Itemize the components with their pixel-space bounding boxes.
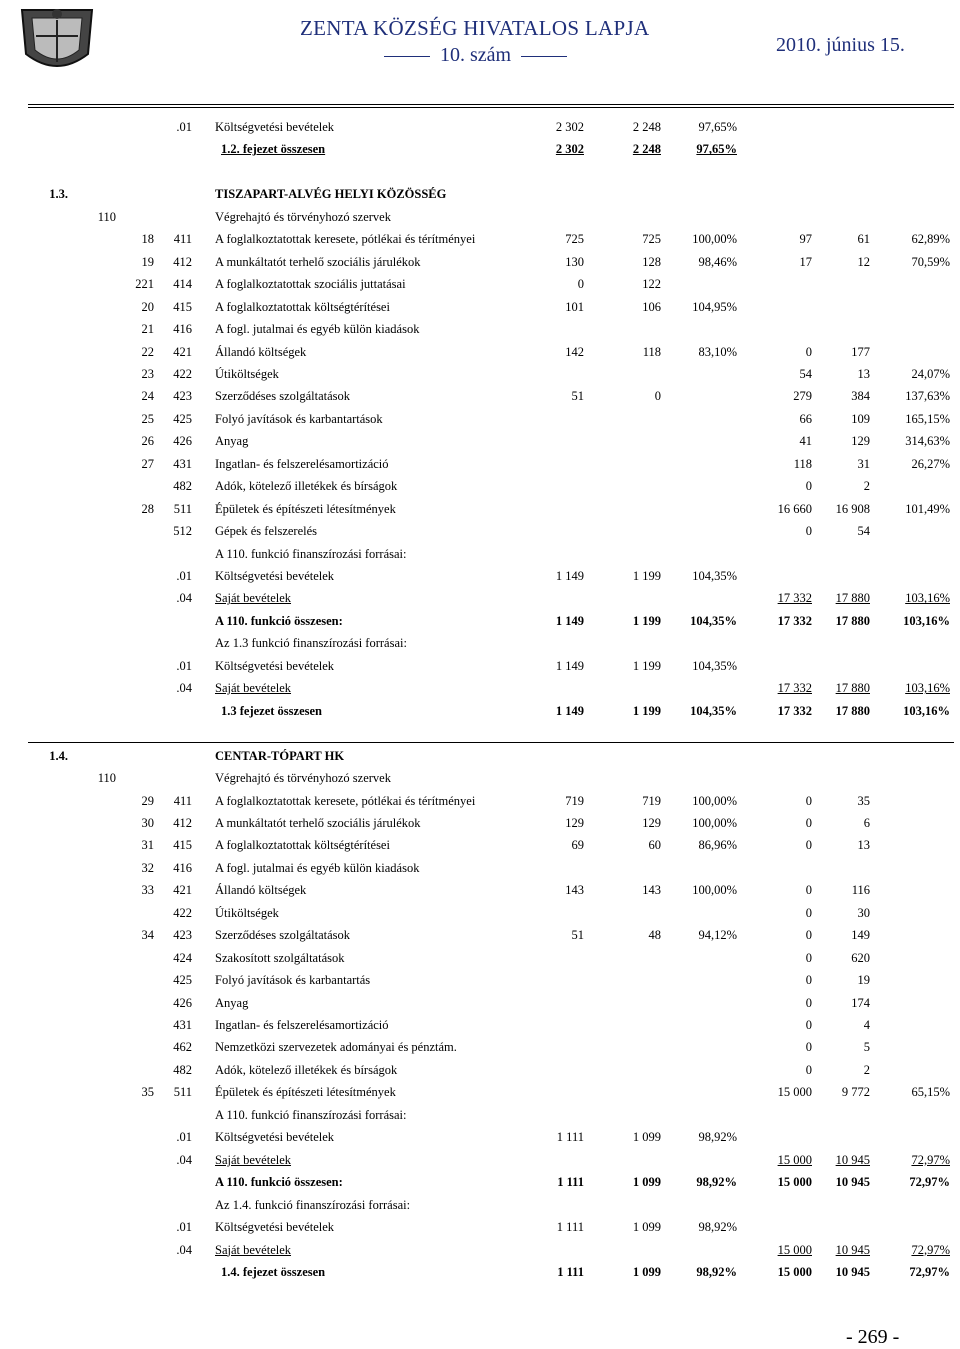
cell-v4: 31 — [857, 456, 870, 471]
cell-desc: Saját bevételek — [215, 591, 292, 606]
cell-v3: 0 — [805, 1040, 812, 1055]
cell-v4: 4 — [863, 1018, 870, 1032]
cell-v4: 2 — [863, 479, 870, 494]
cell-v4: 35 — [857, 793, 870, 808]
cell-v3: 17 332 — [777, 591, 812, 606]
cell-p1: 98,92% — [698, 1130, 737, 1145]
cell-v1: 725 — [565, 232, 584, 247]
cell-desc: TISZAPART-ALVÉG HELYI KÖZÖSSÉG — [215, 187, 447, 202]
cell-c2: .01 — [176, 658, 192, 673]
cell-v2: 122 — [642, 277, 661, 292]
cell-desc: Költségvetési bevételek — [215, 1220, 335, 1235]
cell-c2: 421 — [173, 344, 192, 359]
cell-p1: 98,92% — [696, 1264, 737, 1279]
cell-desc: A foglalkoztatottak szociális juttatásai — [215, 277, 406, 292]
cell-v3: 0 — [805, 479, 812, 494]
cell-v3: 97 — [799, 232, 812, 247]
cell-v4: 9 772 — [841, 1085, 870, 1100]
cell-c2: 416 — [173, 860, 192, 875]
cell-desc: A 110. funkció finanszírozási forrásai: — [215, 1107, 407, 1122]
cell-desc: Útiköltségek — [215, 366, 279, 381]
cell-v2: 143 — [642, 883, 661, 898]
cell-p2: 103,16% — [903, 703, 950, 718]
cell-v4: 6 — [863, 815, 870, 830]
section-divider — [28, 742, 954, 743]
issue-number: 10. szám — [440, 44, 512, 66]
cell-desc: A 110. funkció összesen: — [215, 1175, 343, 1190]
cell-c2: 424 — [173, 950, 192, 965]
cell-v3: 0 — [805, 793, 812, 808]
cell-v3: 0 — [805, 928, 812, 943]
cell-v2: 725 — [642, 232, 661, 247]
cell-v2: 1 099 — [632, 1220, 661, 1235]
cell-p1: 104,35% — [692, 658, 737, 673]
cell-c2: .01 — [176, 120, 192, 134]
cell-v2: 118 — [642, 344, 661, 359]
cell-c2: 482 — [173, 479, 192, 494]
cell-c1: 1.3. — [49, 187, 68, 202]
cell-v3: 0 — [805, 883, 812, 898]
cell-c2: 462 — [173, 1040, 192, 1055]
issue-date: 2010. június 15. — [776, 34, 905, 56]
cell-v1: 129 — [565, 815, 584, 830]
cell-c2: 431 — [173, 1018, 192, 1032]
cell-desc: Az 1.3 funkció finanszírozási forrásai: — [215, 636, 407, 651]
cell-v2: 1 099 — [632, 1130, 661, 1145]
cell-desc: Saját bevételek — [215, 1242, 292, 1257]
cell-v2: 0 — [654, 389, 661, 404]
cell-p1: 97,65% — [696, 142, 737, 157]
cell-p2: 101,49% — [905, 501, 950, 516]
cell-v3: 15 000 — [777, 1175, 812, 1190]
cell-c2: .04 — [176, 681, 192, 696]
cell-v3: 15 000 — [777, 1242, 812, 1257]
cell-desc: Saját bevételek — [215, 1152, 292, 1167]
cell-c1: 30 — [141, 815, 154, 830]
cell-c1: 25 — [141, 411, 154, 426]
cell-p2: 72,97% — [911, 1152, 950, 1167]
cell-v3: 0 — [805, 524, 812, 539]
cell-desc: Ingatlan- és felszerelésamortizáció — [215, 1018, 389, 1032]
cell-v3: 0 — [805, 973, 812, 988]
cell-v1: 1 149 — [555, 569, 584, 583]
cell-v1: 1 149 — [555, 613, 584, 628]
cell-c2: 426 — [173, 995, 192, 1010]
cell-v4: 10 945 — [835, 1175, 870, 1190]
cell-v2: 60 — [648, 838, 661, 853]
cell-p2: 70,59% — [911, 254, 950, 269]
cell-v4: 16 908 — [835, 501, 870, 516]
cell-v3: 0 — [805, 995, 812, 1010]
cell-v2: 128 — [642, 254, 661, 269]
cell-v1: 719 — [565, 793, 584, 808]
cell-c1: 34 — [141, 928, 154, 943]
cell-desc: A fogl. jutalmai és egyéb külön kiadások — [215, 322, 420, 337]
cell-c2: 411 — [173, 232, 192, 247]
cell-v2: 129 — [642, 815, 661, 830]
cell-p1: 100,00% — [692, 793, 737, 808]
cell-v4: 17 880 — [835, 613, 870, 628]
cell-v1: 0 — [577, 277, 584, 292]
cell-desc: Ingatlan- és felszerelésamortizáció — [215, 456, 389, 471]
cell-p2: 62,89% — [911, 232, 950, 247]
cell-c1: 20 — [141, 299, 154, 314]
cell-v2: 48 — [648, 928, 661, 943]
cell-v4: 19 — [857, 973, 870, 988]
cell-c2: 422 — [173, 366, 192, 381]
cell-v1: 1 149 — [555, 658, 584, 673]
cell-c2: 416 — [173, 322, 192, 337]
cell-v4: 109 — [851, 411, 870, 426]
cell-desc: Gépek és felszerelés — [215, 524, 318, 539]
cell-p1: 104,35% — [690, 703, 737, 718]
cell-v3: 15 000 — [777, 1152, 812, 1167]
cell-desc: Útiköltségek — [215, 905, 279, 920]
cell-v1: 142 — [565, 344, 584, 359]
cell-c1: 27 — [141, 456, 154, 471]
cell-desc: Állandó költségek — [215, 883, 307, 898]
cell-p2: 72,97% — [909, 1175, 950, 1190]
cell-p2: 314,63% — [905, 434, 950, 449]
cell-c1: 26 — [141, 434, 154, 449]
cell-c1: 18 — [141, 232, 154, 247]
cell-v1: 101 — [565, 299, 584, 314]
cell-c2: 422 — [173, 905, 192, 920]
cell-v4: 10 945 — [835, 1264, 870, 1279]
cell-v3: 17 332 — [777, 681, 812, 696]
cell-c2: 412 — [173, 815, 192, 830]
cell-desc: Adók, kötelező illetékek és bírságok — [215, 479, 398, 494]
cell-c2: .04 — [176, 591, 192, 606]
cell-c2: 421 — [173, 883, 192, 898]
cell-desc: Anyag — [215, 434, 249, 449]
cell-v1: 1 111 — [556, 1130, 584, 1145]
page-number: - 269 - — [846, 1326, 900, 1348]
cell-v1: 51 — [571, 389, 584, 404]
cell-p1: 104,35% — [692, 569, 737, 583]
cell-v1: 130 — [565, 254, 584, 269]
cell-v4: 2 — [863, 1062, 870, 1077]
cell-v3: 0 — [805, 950, 812, 965]
cell-desc: CENTAR-TÓPART HK — [215, 748, 345, 763]
cell-c2: 425 — [173, 973, 192, 988]
cell-c1: 23 — [141, 366, 154, 381]
cell-desc: Saját bevételek — [215, 681, 292, 696]
cell-desc: A foglalkoztatottak keresete, pótlékai és térítményei — [215, 232, 476, 247]
cell-c2: .04 — [176, 1152, 192, 1167]
cell-v3: 0 — [805, 905, 812, 920]
cell-v4: 10 945 — [835, 1242, 870, 1257]
cell-p2: 137,63% — [905, 389, 950, 404]
cell-v4: 54 — [857, 524, 870, 539]
cell-p1: 100,00% — [692, 883, 737, 898]
cell-c1: 33 — [141, 883, 154, 898]
cell-c1: 19 — [141, 254, 154, 269]
cell-desc: Folyó javítások és karbantartások — [215, 411, 383, 426]
cell-p2: 72,97% — [909, 1264, 950, 1279]
cell-c1: 35 — [141, 1085, 154, 1100]
cell-desc: Nemzetközi szervezetek adományai és pénztám. — [215, 1040, 457, 1055]
cell-c1: 1.4. — [49, 748, 68, 763]
cell-desc: Szerződéses szolgáltatások — [215, 928, 351, 943]
cell-v2: 1 199 — [632, 703, 661, 718]
cell-p1: 98,92% — [698, 1220, 737, 1235]
cell-c2: 415 — [173, 299, 192, 314]
cell-desc: Épületek és építészeti létesítmények — [215, 1085, 396, 1100]
cell-desc: Szakosított szolgáltatások — [215, 950, 345, 965]
cell-v4: 13 — [857, 366, 870, 381]
cell-desc: Költségvetési bevételek — [215, 1130, 335, 1145]
cell-c2: 431 — [173, 456, 192, 471]
header-rule — [28, 107, 954, 108]
cell-c1: 31 — [141, 838, 154, 853]
cell-desc: Állandó költségek — [215, 344, 307, 359]
header-rule — [28, 104, 954, 105]
cell-c2: 423 — [173, 928, 192, 943]
cell-v2: 1 199 — [632, 569, 661, 583]
cell-v4: 30 — [857, 905, 870, 920]
cell-desc: Anyag — [215, 995, 249, 1010]
cell-v3: 16 660 — [777, 501, 812, 516]
cell-v4: 620 — [851, 950, 870, 965]
cell-v1: 1 111 — [556, 1220, 584, 1235]
cell-desc: A munkáltatót terhelő szociális járulékok — [215, 815, 421, 830]
cell-v3: 17 332 — [777, 613, 812, 628]
cell-p1: 83,10% — [698, 344, 737, 359]
cell-c2: .01 — [176, 1130, 192, 1145]
cell-c2: .01 — [176, 1220, 192, 1235]
cell-p2: 103,16% — [905, 681, 950, 696]
cell-v2: 1 099 — [632, 1264, 661, 1279]
cell-desc: 1.3 fejezet összesen — [221, 703, 322, 718]
cell-v4: 116 — [851, 883, 870, 898]
cell-desc: Végrehajtó és törvényhozó szervek — [215, 209, 391, 224]
cell-c2: 511 — [173, 1085, 192, 1100]
cell-c1: 22 — [141, 344, 154, 359]
cell-c2: 414 — [173, 277, 192, 292]
cell-c1: 221 — [135, 277, 154, 292]
cell-c1: 21 — [141, 322, 154, 337]
cell-p2: 65,15% — [911, 1085, 950, 1100]
cell-c1: 32 — [141, 860, 154, 875]
cell-p2: 103,16% — [905, 591, 950, 606]
cell-v4: 177 — [851, 344, 870, 359]
cell-p1: 100,00% — [692, 232, 737, 247]
cell-p1: 98,92% — [696, 1175, 737, 1190]
coat-of-arms-icon — [14, 4, 100, 80]
cell-c2: 482 — [173, 1062, 192, 1077]
cell-v1: 69 — [571, 838, 584, 853]
cell-v1: 51 — [571, 928, 584, 943]
cell-v3: 15 000 — [777, 1264, 812, 1279]
cell-v1: 1 111 — [557, 1175, 584, 1190]
cell-c1: 24 — [141, 389, 154, 404]
cell-v4: 13 — [857, 838, 870, 853]
cell-desc: A munkáltatót terhelő szociális járulékok — [215, 254, 421, 269]
cell-v3: 17 332 — [777, 703, 812, 718]
cell-desc: Végrehajtó és törvényhozó szervek — [215, 771, 391, 786]
cell-v3: 15 000 — [777, 1085, 812, 1100]
cell-v2: 1 099 — [632, 1175, 661, 1190]
cell-p1: 104,35% — [690, 613, 737, 628]
cell-desc: Szerződéses szolgáltatások — [215, 389, 351, 404]
cell-v4: 17 880 — [835, 591, 870, 606]
cell-desc: A fogl. jutalmai és egyéb külön kiadások — [215, 860, 420, 875]
cell-v4: 12 — [857, 254, 870, 269]
cell-desc: Az 1.4. funkció finanszírozási forrásai: — [215, 1197, 411, 1212]
cell-desc: A 110. funkció összesen: — [215, 613, 343, 628]
cell-v4: 129 — [851, 434, 870, 449]
cell-v4: 149 — [851, 928, 870, 943]
cell-v1: 1 149 — [555, 703, 584, 718]
cell-v1: 143 — [565, 883, 584, 898]
cell-p2: 24,07% — [911, 366, 950, 381]
cell-v4: 10 945 — [835, 1152, 870, 1167]
cell-v4: 174 — [851, 995, 870, 1010]
cell-c2: 412 — [173, 254, 192, 269]
cell-p1: 86,96% — [698, 838, 737, 853]
cell-c2: 423 — [173, 389, 192, 404]
cell-desc: A foglalkoztatottak költségtérítései — [215, 299, 390, 314]
cell-p1: 94,12% — [698, 928, 737, 943]
cell-desc: A 110. funkció finanszírozási forrásai: — [215, 546, 407, 561]
cell-p2: 165,15% — [905, 411, 950, 426]
cell-v4: 5 — [863, 1040, 870, 1055]
cell-c2: 415 — [173, 838, 192, 853]
cell-v3: 279 — [793, 389, 812, 404]
cell-c2: .01 — [176, 569, 192, 583]
cell-c2: 425 — [173, 411, 192, 426]
cell-v2: 1 199 — [632, 613, 661, 628]
cell-p2: 26,27% — [911, 456, 950, 471]
cell-desc: Adók, kötelező illetékek és bírságok — [215, 1062, 398, 1077]
cell-c2: 411 — [173, 793, 192, 808]
cell-c1b: 110 — [97, 209, 116, 224]
cell-v4: 17 880 — [835, 681, 870, 696]
cell-p2: 103,16% — [903, 613, 950, 628]
cell-p1: 97,65% — [698, 120, 737, 134]
cell-c2: 511 — [173, 501, 192, 516]
cell-v2: 1 199 — [632, 658, 661, 673]
cell-v3: 118 — [793, 456, 812, 471]
cell-p1: 98,46% — [698, 254, 737, 269]
cell-v2: 719 — [642, 793, 661, 808]
cell-v3: 0 — [805, 815, 812, 830]
cell-v2: 2 248 — [632, 142, 661, 157]
cell-desc: Épületek és építészeti létesítmények — [215, 501, 396, 516]
cell-v3: 0 — [805, 1062, 812, 1077]
cell-desc: Költségvetési bevételek — [215, 569, 335, 583]
cell-desc: Költségvetési bevételek — [215, 120, 335, 134]
cell-v3: 41 — [799, 434, 812, 449]
cell-desc: Költségvetési bevételek — [215, 658, 335, 673]
cell-v4: 17 880 — [835, 703, 870, 718]
cell-c2: 426 — [173, 434, 192, 449]
cell-v4: 384 — [851, 389, 870, 404]
cell-desc: A foglalkoztatottak keresete, pótlékai és térítményei — [215, 793, 476, 808]
cell-desc: 1.2. fejezet összesen — [221, 142, 326, 157]
cell-v2: 2 248 — [632, 120, 661, 134]
cell-v4: 61 — [857, 232, 870, 247]
cell-v1: 2 302 — [555, 142, 584, 157]
cell-v1: 1 111 — [557, 1264, 584, 1279]
cell-v3: 0 — [805, 1018, 812, 1032]
cell-v3: 0 — [805, 344, 812, 359]
cell-v1: 2 302 — [555, 120, 584, 134]
cell-c2: 512 — [173, 524, 192, 539]
cell-v3: 66 — [799, 411, 812, 426]
cell-c1b: 110 — [97, 771, 116, 786]
cell-v3: 54 — [799, 366, 812, 381]
cell-v3: 0 — [805, 838, 812, 853]
page-header — [0, 0, 960, 92]
cell-desc: Folyó javítások és karbantartás — [215, 973, 371, 988]
cell-v3: 17 — [799, 254, 812, 269]
cell-desc: A foglalkoztatottak költségtérítései — [215, 838, 390, 853]
cell-c1: 28 — [141, 501, 154, 516]
cell-c2: .04 — [176, 1242, 192, 1257]
cell-v2: 106 — [642, 299, 661, 314]
cell-p2: 72,97% — [911, 1242, 950, 1257]
cell-desc: 1.4. fejezet összesen — [221, 1264, 326, 1279]
cell-c1: 29 — [141, 793, 154, 808]
publication-title: ZENTA KÖZSÉG HIVATALOS LAPJA — [300, 16, 650, 40]
cell-p1: 104,95% — [692, 299, 737, 314]
cell-p1: 100,00% — [692, 815, 737, 830]
